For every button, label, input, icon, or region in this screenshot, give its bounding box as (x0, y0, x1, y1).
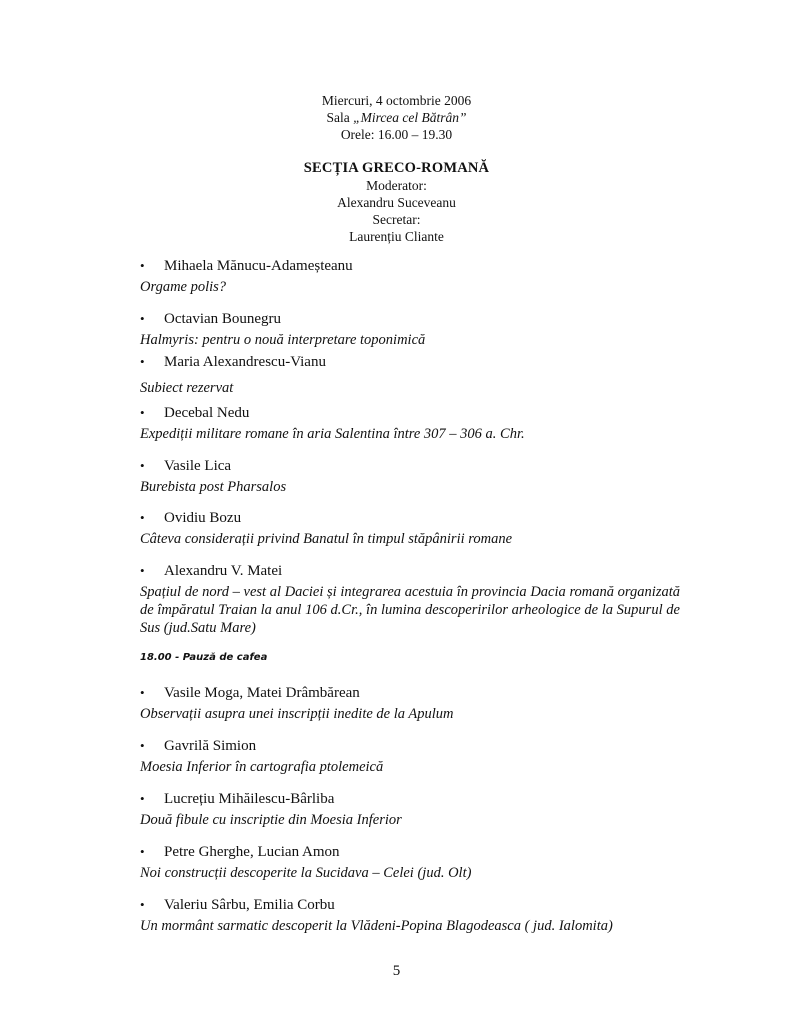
bullet-icon: • (140, 311, 145, 326)
bullet-icon: • (140, 685, 145, 700)
program-entry (140, 843, 700, 882)
bullet-icon: • (140, 563, 145, 578)
talk-title: Expediții militare romane în aria Salentina între 307 – 306 a. Chr. (140, 426, 525, 442)
program-entry (140, 457, 700, 496)
talk-title: Burebista post Pharsalos (140, 479, 287, 495)
speaker-line (140, 457, 700, 475)
speaker-line (140, 310, 700, 328)
speaker-line (140, 684, 700, 702)
secretary-label: Secretar: (372, 212, 421, 227)
session-date: Miercuri, 4 octombrie 2006 (321, 93, 472, 108)
program-entry (140, 509, 700, 548)
bullet-icon: • (140, 458, 145, 473)
bullet-icon: • (140, 844, 145, 859)
talk-title: Câteva considerații privind Banatul în timpul stăpânirii romane (140, 531, 513, 547)
moderator-label: Moderator: (366, 178, 427, 193)
program-entry (140, 737, 700, 776)
speaker-name: Petre Gherghe, Lucian Amon (164, 844, 340, 860)
talk-title: Orgame polis? (140, 279, 227, 295)
speaker-line (140, 843, 700, 861)
talk-title: Observații asupra unei inscripții inedite de la Apulum (140, 706, 454, 722)
talk-title: Subiect rezervat (140, 380, 234, 396)
bullet-icon: • (140, 738, 145, 753)
speaker-name: Vasile Lica (164, 458, 232, 474)
page-number: 5 (392, 963, 401, 979)
speaker-line (140, 509, 700, 527)
speaker-line (140, 790, 700, 808)
program-entry (140, 257, 700, 296)
section-title: SECȚIA GRECO-ROMANĂ (303, 160, 490, 176)
speaker-line (140, 562, 680, 580)
speaker-name: Mihaela Mănucu-Adameșteanu (164, 258, 353, 274)
hall-name: „Mircea cel Bătrân” (353, 110, 467, 125)
session-header (0, 92, 793, 143)
talk-title: Moesia Inferior în cartografia ptolemeică (140, 759, 384, 775)
section-header (0, 160, 793, 245)
moderator-name: Alexandru Suceveanu (337, 195, 456, 210)
program-entry (140, 404, 700, 443)
speaker-name: Maria Alexandrescu-Vianu (164, 354, 326, 370)
program-entry (140, 896, 700, 935)
bullet-icon: • (140, 897, 145, 912)
program-entry (140, 562, 680, 637)
session-hours: Orele: 16.00 – 19.30 (340, 127, 453, 142)
speaker-name: Lucrețiu Mihăilescu-Bârliba (164, 791, 335, 807)
talk-title: Noi construcții descoperite la Sucidava – Celei (jud. Olt) (140, 865, 472, 881)
bullet-icon: • (140, 405, 145, 420)
speaker-name: Valeriu Sârbu, Emilia Corbu (164, 897, 335, 913)
talk-title: Spațiul de nord – vest al Daciei și integrarea acestuia în provincia Dacia romană organizată de împăratul Traian la anul 106 d.Cr., în lumina descoperirilor arheologice de la Supurul de Sus (jud.Satu Mare) (140, 584, 680, 636)
hall-prefix: Sala (326, 110, 354, 125)
program-entry (140, 353, 700, 397)
coffee-break-note: 18.00 - Pauză de cafea (140, 652, 268, 663)
speaker-line (140, 737, 700, 755)
bullet-icon: • (140, 791, 145, 806)
program-entry (140, 790, 700, 829)
talk-title: Halmyris: pentru o nouă interpretare toponimică (140, 332, 426, 348)
speaker-line (140, 896, 700, 914)
speaker-line (140, 353, 700, 371)
speaker-line (140, 404, 700, 422)
speaker-name: Decebal Nedu (164, 405, 250, 421)
speaker-name: Octavian Bounegru (164, 311, 282, 327)
speaker-name: Gavrilă Simion (164, 738, 257, 754)
session-hall (0, 109, 793, 126)
speaker-name: Ovidiu Bozu (164, 510, 242, 526)
bullet-icon: • (140, 354, 145, 369)
speaker-line (140, 257, 700, 275)
program-entry (140, 310, 700, 349)
talk-title: Două fibule cu inscriptie din Moesia Inferior (140, 812, 402, 828)
secretary-name: Laurențiu Cliante (349, 229, 444, 244)
talk-title: Un mormânt sarmatic descoperit la Vlădeni-Popina Blagodeasca ( jud. Ialomita) (140, 918, 613, 934)
bullet-icon: • (140, 258, 145, 273)
program-entry (140, 684, 700, 723)
speaker-name: Alexandru V. Matei (164, 563, 283, 579)
bullet-icon: • (140, 510, 145, 525)
speaker-name: Vasile Moga, Matei Drâmbărean (164, 685, 360, 701)
